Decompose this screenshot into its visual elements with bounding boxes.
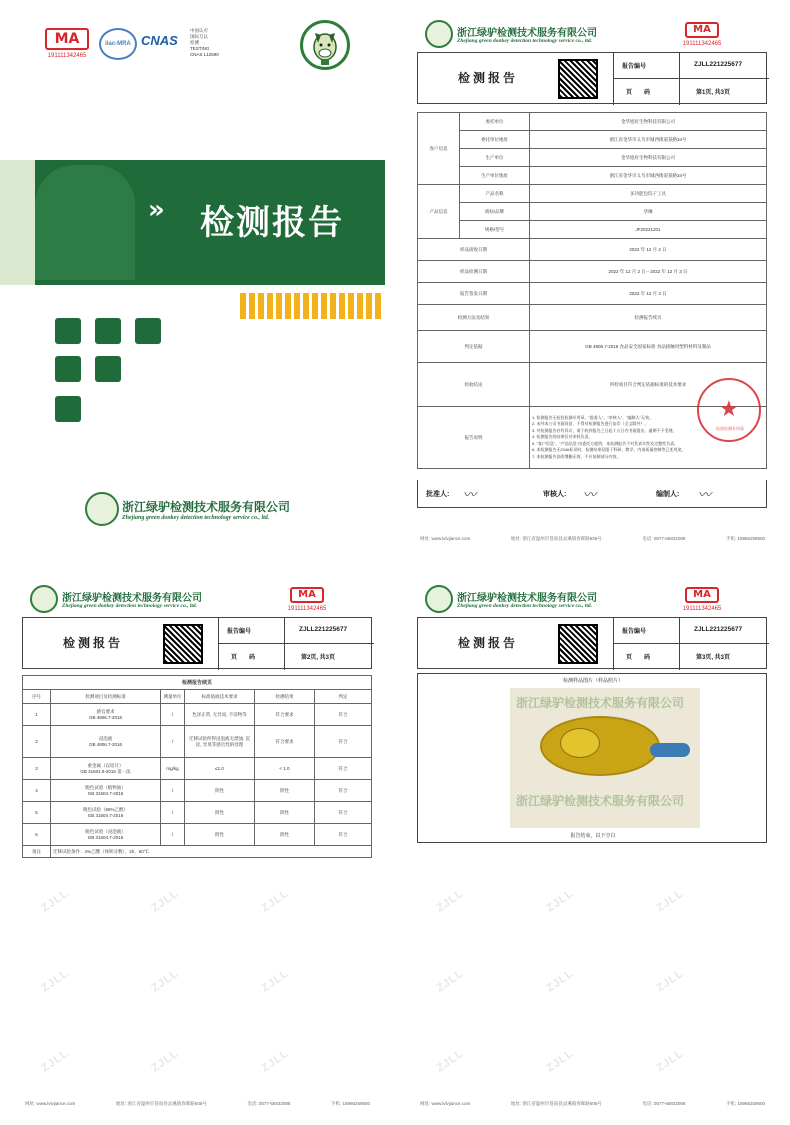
report-info-table: 客户信息 委托单位 金华旭好生物科技有限公司 委托单位地址 浙江省金华市义乌市城西街道某路34号 生产单位 金华旭好生物科技有限公司 生产单位地址 浙江省金华市义乌市城西街道某路34号 产品信息 产品名称 多功能包饺子工具 商标/品牌 华琳 规格/型号 JF20221201 样品接收日期 2022 年 12 月 2 日 样品检测日期 2022 年 12 月 2 日－2022 年 12 月 3 日 报告签发日期 2022 年 12 月 3 日 检测方法及结果 检测报告续页 判定依据 GB 4806.7-2016 食品安全国家标准 食品接触用塑料材料及制品 检验结论 所检项目符合判定依据标准的技术要求 报告说明 1. 检测报告无检验检测专用章、"批准人"、"审核人"、"编制人"无效。 2. 未经本公司书面同意，不得对检测报告进行复印（全文除外）。 3. 对检测报告若有异议，请于收到报告之日起十五日内书面提出，逾期不予受理。 4. 检测报告的结果仅对来样负责。 5. "客户信息"、"产品信息"由委托方提供，本检测报告不对其真实性及完整性负责。 6. 本检测报告无CMA标识时，检测结果仅限于科研、教学、内部质量控制等已述用途。 7. 本检测报告涂改增删无效，不应复制部分内容。 xyxy=(417,112,767,469)
decor-square xyxy=(55,318,81,344)
report-page-1 xyxy=(395,0,790,560)
header-company-name: 浙江绿驴检测技术服务有限公司 xyxy=(457,28,597,39)
ma-logo: MA xyxy=(685,22,719,38)
chevron-right-icon: » xyxy=(148,195,165,225)
official-seal-stamp xyxy=(697,378,761,442)
table-row: 4 脱色试验（植物油） GB 31604.7-2016 / 阴性 阴性 符合 xyxy=(23,780,372,802)
donkey-mascot-logo xyxy=(300,20,350,70)
ilac-logo: ilac-MRA xyxy=(99,28,137,60)
signature-row: 批准人: 〰 审核人: 〰 编制人: 〰 xyxy=(417,480,767,508)
cnas-text: 中国认可 国际互认 检测 TESTING CNAS L12590 xyxy=(190,28,219,57)
qr-code xyxy=(558,624,598,664)
client-group-label: 客户信息 xyxy=(418,113,460,185)
cover-page xyxy=(0,0,395,560)
company-logo-icon xyxy=(425,585,453,613)
results-table: 检测报告续页 序号 检测项目及检测标准 测量单位 标准值或技术要求 检测结果 判定 1 感官要求 GB 4806.7-2016 / 色泽正常, 无异臭, 不洁物等 符合要求 符合 2 浸泡液 GB 4806.7-2016 / 迁移试验所得浸泡液无漂浊, 沉淀, 异臭等感官性的处理 符合要求 符合 3 重金属（以铅计） GB 31604.9-2016 第一法 mg/kg ≤1.0 < 1.0 符合 4 脱色试验（植物油） GB 31604.7-2016 / 阴性 阴性 符合 5 脱色试验（65%乙醇） GB 31604.7-2016 / 阴性 阴性 符合 6 脱色试验（浸泡液） GB 31604.7-2016 / 阴性 阴性 符合 备注 迁移试验条件：4%乙酸（体积分数），2h，60℃ xyxy=(22,675,372,858)
report-header-box: 检测报告 报告编号 ZJLL221225677 页 码 第3页, 共3页 xyxy=(417,617,767,669)
page-label: 页 码 xyxy=(626,90,651,96)
donkey-silhouette-icon xyxy=(35,165,135,280)
tool-handle xyxy=(650,743,690,757)
report-notes: 1. 检测报告无检验检测专用章、"批准人"、"审核人"、"编制人"无效。 2. 未经本公司书面同意，不得对检测报告进行复印（全文除外）。 3. 对检测报告若有异议，请于收到报告之日起十五日内书面提出，逾期不予受理。 4. 检测报告的结果仅对来样负责。 5. "客户信息"、"产品信息"由委托方提供，本检测报告不对其真实性及完整性负责。 6. 本检测报告无CMA标识时，检测结果仅限于科研、教学、内部质量控制等已述用途。 7. 本检测报告涂改增删无效，不应复制部分内容。 xyxy=(530,407,767,469)
ma-logo: MA xyxy=(685,587,719,603)
product-group-label: 产品信息 xyxy=(418,185,460,239)
decor-square xyxy=(135,318,161,344)
table-row: 1 感官要求 GB 4806.7-2016 / 色泽正常, 无异臭, 不洁物等 符合要求 符合 xyxy=(23,704,372,726)
ma-number: 191111342465 xyxy=(47,53,87,59)
results-table-title: 检测报告续页 xyxy=(23,676,372,690)
decor-square xyxy=(55,356,81,382)
page-footer: 网址: www.lvlvjiance.com 地址: 浙江省温州市苍南县灵溪镇春晖路505号 电话: 0577-65832088 手机: 18966259500 xyxy=(420,1101,765,1106)
company-logo-icon xyxy=(425,20,453,48)
report-number: ZJLL221225677 xyxy=(694,61,743,68)
cover-company-en: Zhejiang green donkey detection technology service co., ltd. xyxy=(122,515,270,521)
table-row: 2 浸泡液 GB 4806.7-2016 / 迁移试验所得浸泡液无漂浊, 沉淀, 异臭等感官性的处理 符合要求 符合 xyxy=(23,726,372,758)
ma-logo: MA xyxy=(45,28,89,50)
dumpling-tool-shape xyxy=(540,716,660,776)
report-header-box xyxy=(417,52,767,104)
header-company-en: Zhejiang green donkey detection technology service co., ltd. xyxy=(457,38,593,44)
photo-title: 检测样品图片（样品照片） xyxy=(562,678,623,684)
decor-square xyxy=(55,396,81,422)
ma-logo: MA xyxy=(290,587,324,603)
photo-caption: 报告结束，以下空白 xyxy=(570,833,616,839)
star-icon: ★ xyxy=(719,396,739,421)
report-page-2: 浙江绿驴检测技术服务有限公司 Zhejiang green donkey detection technology service co., ltd. MA 191111342465 检测报告 报告编号 ZJLL221225677 页 码 第2页, 共3页 检测报告续页 序号 检测项目及检测标准 测量单位 标准值或技术要求 检测结果 判定 1 感官要求 GB 4806.7-2016 / 色泽正常, 无异臭, 不洁物等 符合要求 符合 2 浸泡液 GB 4806.7-2016 / 迁移试验所得浸泡液无漂浊, 沉淀, 异臭等感官性的处理 符合要求 符合 3 重金属（以铅计） GB 31604.9-2016 第一法 mg/kg ≤1.0 < 1.0 符合 4 脱色试验（植物油） GB 31604.7-2016 / 阴性 阴性 符合 5 脱色试验（65%乙醇） GB 31604.7-2016 / 阴性 阴性 符合 6 脱色试验（浸泡液） GB 31604.7-2016 / 阴性 阴性 符合 备注 迁移试验条件：4%乙酸（体积分数），2h，60℃ ZJLL ZJLL ZJLL ZJLL ZJLL ZJLL ZJLL ZJLL ZJLL 网址: www.lvlvjiance.com 地址: 浙江省温州市苍南县灵溪镇春晖路505号 电话: 0577-65832088 手机: 18966259500 xyxy=(0,565,395,1125)
ma-number: 191111342465 xyxy=(682,41,722,47)
editor-signature: 〰 xyxy=(698,488,712,503)
cnas-logo: CNAS xyxy=(141,33,178,48)
cover-title: 检测报告 xyxy=(200,203,344,243)
reviewer-signature: 〰 xyxy=(583,488,597,503)
page-footer: 网址: www.lvlvjiance.com 地址: 浙江省温州市苍南县灵溪镇春晖路505号 电话: 0577-65832088 手机: 18966259500 xyxy=(25,1101,370,1106)
seal-subtext: 检验检测专用章 xyxy=(716,426,744,431)
cover-company-name: 浙江绿驴检测技术服务有限公司 xyxy=(122,500,291,514)
sample-photo-box xyxy=(417,673,767,843)
approver-signature: 〰 xyxy=(463,488,477,503)
table-row: 6 脱色试验（浸泡液） GB 31604.7-2016 / 阴性 阴性 符合 xyxy=(23,824,372,846)
report-number-label: 报告编号 xyxy=(622,64,647,70)
report-page-3: 浙江绿驴检测技术服务有限公司 Zhejiang green donkey detection technology service co., ltd. MA 191111342465 检测报告 报告编号 ZJLL221225677 页 码 第3页, 共3页 检测样品图片（样品照片） 浙江绿驴检测技术服务有限公司 浙江绿驴检测技术服务有限公司 报告结束，以下空白 ZJLL ZJLL ZJLL ZJLL ZJLL ZJLL ZJLL ZJLL ZJLL 网址: www.lvlvjiance.com 地址: 浙江省温州市苍南县灵溪镇春晖路505号 电话: 0577-65832088 手机: 18966259500 xyxy=(395,565,790,1125)
page-footer: 网址: www.lvlvjiance.com 地址: 浙江省温州市苍南县灵溪镇春晖路505号 电话: 0577-65832088 手机: 18966259500 xyxy=(420,536,765,541)
company-logo-icon xyxy=(30,585,58,613)
table-row: 3 重金属（以铅计） GB 31604.9-2016 第一法 mg/kg ≤1.0 < 1.0 符合 xyxy=(23,758,372,780)
qr-code xyxy=(558,59,598,99)
report-header-box: 检测报告 报告编号 ZJLL221225677 页 码 第2页, 共3页 xyxy=(22,617,372,669)
report-title: 检测报告 xyxy=(458,71,519,85)
sample-photo: 浙江绿驴检测技术服务有限公司 浙江绿驴检测技术服务有限公司 xyxy=(510,688,700,828)
yellow-stripe-decoration xyxy=(240,293,382,319)
decor-square xyxy=(95,318,121,344)
table-row: 5 脱色试验（65%乙醇） GB 31604.7-2016 / 阴性 阴性 符合 xyxy=(23,802,372,824)
page-indicator: 第2页, 共3页 xyxy=(301,655,336,661)
page-indicator: 第1页, 共3页 xyxy=(696,90,731,96)
page-indicator: 第3页, 共3页 xyxy=(696,655,731,661)
decor-square xyxy=(95,356,121,382)
company-logo-icon xyxy=(85,492,119,526)
qr-code xyxy=(163,624,203,664)
